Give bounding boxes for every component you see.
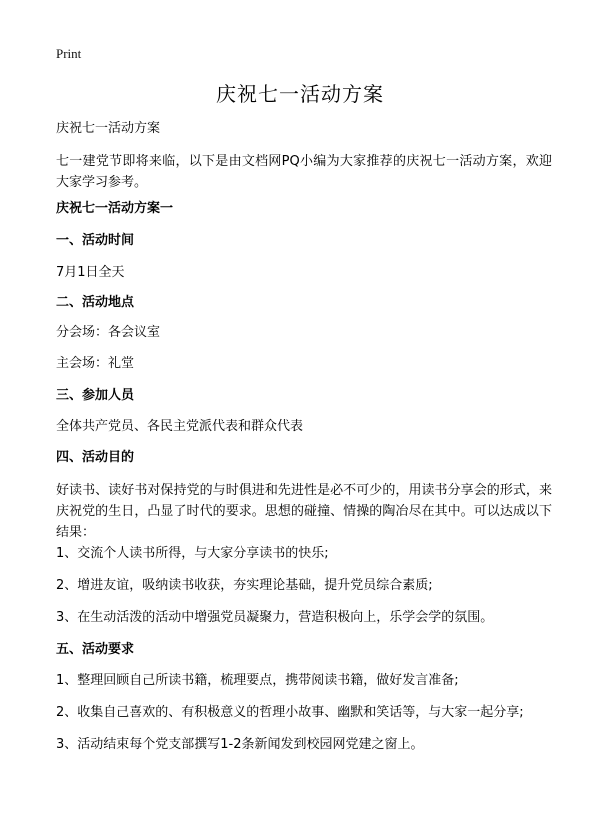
document-title: 庆祝七一活动方案 — [216, 82, 384, 106]
intro-paragraph: 七一建党节即将来临，以下是由文档网PQ小编为大家推荐的庆祝七一活动方案，欢迎大家学习参考。 — [56, 154, 552, 190]
requirement-item-2: 2、收集自己喜欢的、有积极意义的哲理小故事、幽默和笑话等，与大家一起分享; — [56, 705, 524, 720]
requirement-item-1: 1、整理回顾自己所读书籍，梳理要点，携带阅读书籍，做好发言准备; — [56, 673, 459, 688]
location-main: 主会场：礼堂 — [56, 356, 135, 371]
time-text: 7月1日全天 — [56, 265, 125, 280]
section-heading-time: 一、活动时间 — [56, 233, 135, 248]
requirement-item-3: 3、活动结束每个党支部撰写1-2条新闻发到校园网党建之窗上。 — [56, 737, 424, 752]
purpose-item-2: 2、增进友谊，吸纳读书收获，夯实理论基础，提升党员综合素质; — [56, 578, 433, 593]
purpose-item-3: 3、在生动活泼的活动中增强党员凝聚力，营造积极向上，乐学会学的氛围。 — [56, 610, 494, 625]
section-heading-participants: 三、参加人员 — [56, 388, 135, 403]
purpose-item-1: 1、交流个人读书所得，与大家分享读书的快乐; — [56, 546, 329, 561]
purpose-paragraph: 好读书、读好书对保持党的与时俱进和先进性是必不可少的，用读书分享会的形式，来庆祝党的生日，凸显了时代的要求。思想的碰撞、情操的陶冶尽在其中。可以达成以下结果： — [56, 483, 552, 540]
participants-text: 全体共产党员、各民主党派代表和群众代表 — [56, 419, 304, 434]
document-subtitle: 庆祝七一活动方案 — [56, 121, 161, 136]
plan-heading: 庆祝七一活动方案一 — [56, 201, 174, 216]
section-heading-purpose: 四、活动目的 — [56, 450, 135, 465]
location-branch: 分会场：各会议室 — [56, 325, 161, 340]
print-label: Print — [56, 46, 82, 61]
section-heading-requirements: 五、活动要求 — [56, 642, 135, 657]
section-heading-location: 二、活动地点 — [56, 295, 135, 310]
